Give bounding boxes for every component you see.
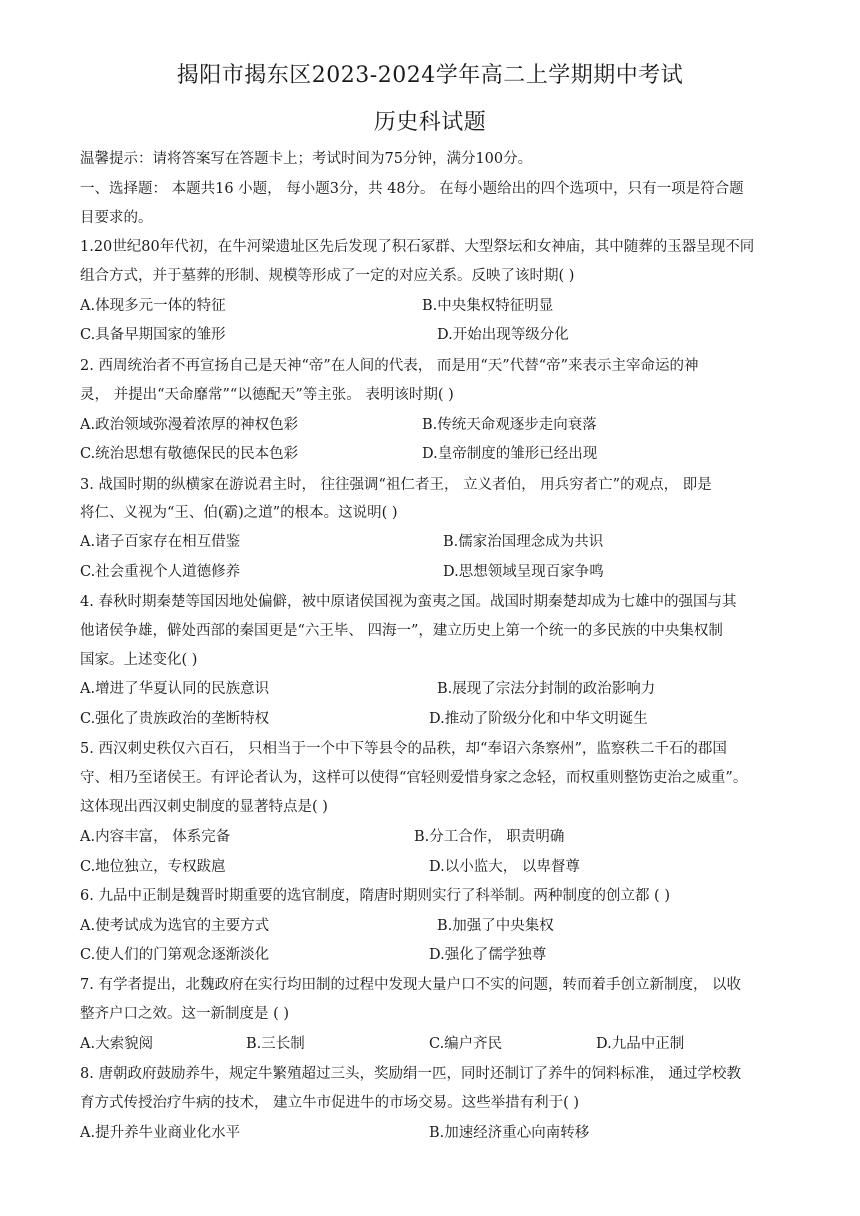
question-1-option-d: D.开始出现等级分化 [437,327,569,343]
question-3-option-a: A.诸子百家存在相互借鉴 [80,534,241,550]
question-4-option-d: D.推动了阶级分化和中华文明诞生 [429,711,648,727]
question-2-option-d: D.皇帝制度的雏形已经出现 [422,446,598,462]
question-5-option-b: B.分工合作， 职责明确 [414,829,565,845]
question-6-option-b: B.加强了中央集权 [437,918,554,934]
question-1-stem: 组合方式，并于墓葬的形制、规模等形成了一定的对应关系。反映了该时期( ) [80,268,575,284]
question-1-stem: 1.20世纪80年代初，在牛河梁遗址区先后发现了积石冢群、大型祭坛和女神庙，其中随葬的玉器呈现不同 [80,239,755,255]
question-5-stem: 这体现出西汉刺史制度的显著特点是( ) [80,799,328,815]
question-6-option-a: A.使考试成为选官的主要方式 [80,918,270,934]
question-8-stem: 8. 唐朝政府鼓励养牛，规定牛繁殖超过三头，奖励绢一匹，同时还制订了养牛的饲料标准， 通过学校教 [80,1066,742,1082]
question-5-stem: 5. 西汉刺史秩仅六百石， 只相当于一个中下等县令的品秩，却“奉诏六条察州”，监察秩二千石的郡国 [80,741,727,757]
question-2-stem: 2. 西周统治者不再宣扬自己是天神“帝”在人间的代表， 而是用“天”代替“帝”来表示主宰命运的神 [80,358,699,374]
question-3-stem: 将仁、义视为“王、伯(霸)之道”的根本。这说明( ) [80,505,398,521]
question-4-option-b: B.展现了宗法分封制的政治影响力 [437,681,656,697]
question-4-stem: 4. 春秋时期秦楚等国因地处偏僻，被中原诸侯国视为蛮夷之国。战国时期秦楚却成为七雄中的强国与其 [80,594,737,610]
question-7-option-d: D.九品中正制 [596,1036,685,1052]
question-1-option-c: C.具备早期国家的雏形 [80,327,226,343]
question-7-option-c: C.编户齐民 [429,1036,503,1052]
question-3-option-d: D.思想领域呈现百家争鸣 [443,564,604,580]
exam-notice: 温馨提示：请将答案写在答题卡上；考试时间为75分钟，满分100分。 [80,151,533,167]
question-3-option-c: C.社会重视个人道德修养 [80,564,241,580]
question-5-option-a: A.内容丰富， 体系完备 [80,829,231,845]
question-8-option-b: B.加速经济重心向南转移 [429,1125,590,1141]
section-heading-cont: 目要求的。 [80,210,153,226]
exam-subtitle: 历史科试题 [373,110,487,135]
question-5-stem: 守、相乃至诸侯王。有评论者认为，这样可以使得“官轻则爱惜身家之念轻，而权重则整饬吏治之威重”。 [80,770,748,786]
question-5-option-c: C.地位独立，专权跋扈 [80,859,226,875]
question-4-stem: 他诸侯争雄，僻处西部的秦国更是“六王毕、 四海一”，建立历史上第一个统一的多民族的中央集权制 [80,623,723,639]
question-3-stem: 3. 战国时期的纵横家在游说君主时， 往往强调“祖仁者王， 立义者伯， 用兵穷者亡”的观点， 即是 [80,477,712,493]
question-6-option-d: D.强化了儒学独尊 [429,947,547,963]
question-8-stem: 育方式传授治疗牛病的技术， 建立牛市促进牛的市场交易。这些举措有利于( ) [80,1095,580,1111]
question-4-stem: 国家。上述变化( ) [80,652,198,668]
question-7-stem: 7. 有学者提出，北魏政府在实行均田制的过程中发现大量户口不实的问题，转而着手创立新制度， 以收 [80,977,742,993]
question-5-option-d: D.以小监大， 以卑督尊 [429,859,580,875]
question-7-option-a: A.大索貌阅 [80,1036,154,1052]
question-2-option-a: A.政治领域弥漫着浓厚的神权色彩 [80,417,299,433]
question-2-option-c: C.统治思想有敬德保民的民本色彩 [80,446,299,462]
question-2-option-b: B.传统天命观逐步走向衰落 [422,417,597,433]
exam-title: 揭阳市揭东区2023-2024学年高二上学期期中考试 [176,63,684,88]
question-7-stem: 整齐户口之效。这一新制度是 ( ) [80,1006,290,1022]
question-4-option-a: A.增进了华夏认同的民族意识 [80,681,270,697]
question-4-option-c: C.强化了贵族政治的垄断特权 [80,711,270,727]
question-3-option-b: B.儒家治国理念成为共识 [443,534,604,550]
question-6-stem: 6. 九品中正制是魏晋时期重要的选官制度，隋唐时期则实行了科举制。两种制度的创立都 ( ) [80,888,670,904]
question-8-option-a: A.提升养牛业商业化水平 [80,1125,241,1141]
question-6-option-c: C.使人们的门第观念逐渐淡化 [80,947,270,963]
question-2-stem: 灵， 并提出“天命靡常”“以德配天”等主张。 表明该时期( ) [80,387,454,403]
question-1-option-b: B.中央集权特征明显 [422,298,554,314]
question-7-option-b: B.三长制 [246,1036,305,1052]
section-heading: 一、选择题： 本题共16 小题， 每小题3分，共 48分。 在每小题给出的四个选项中，只有一项是符合题 [80,181,744,197]
question-1-option-a: A.体现多元一体的特征 [80,298,226,314]
